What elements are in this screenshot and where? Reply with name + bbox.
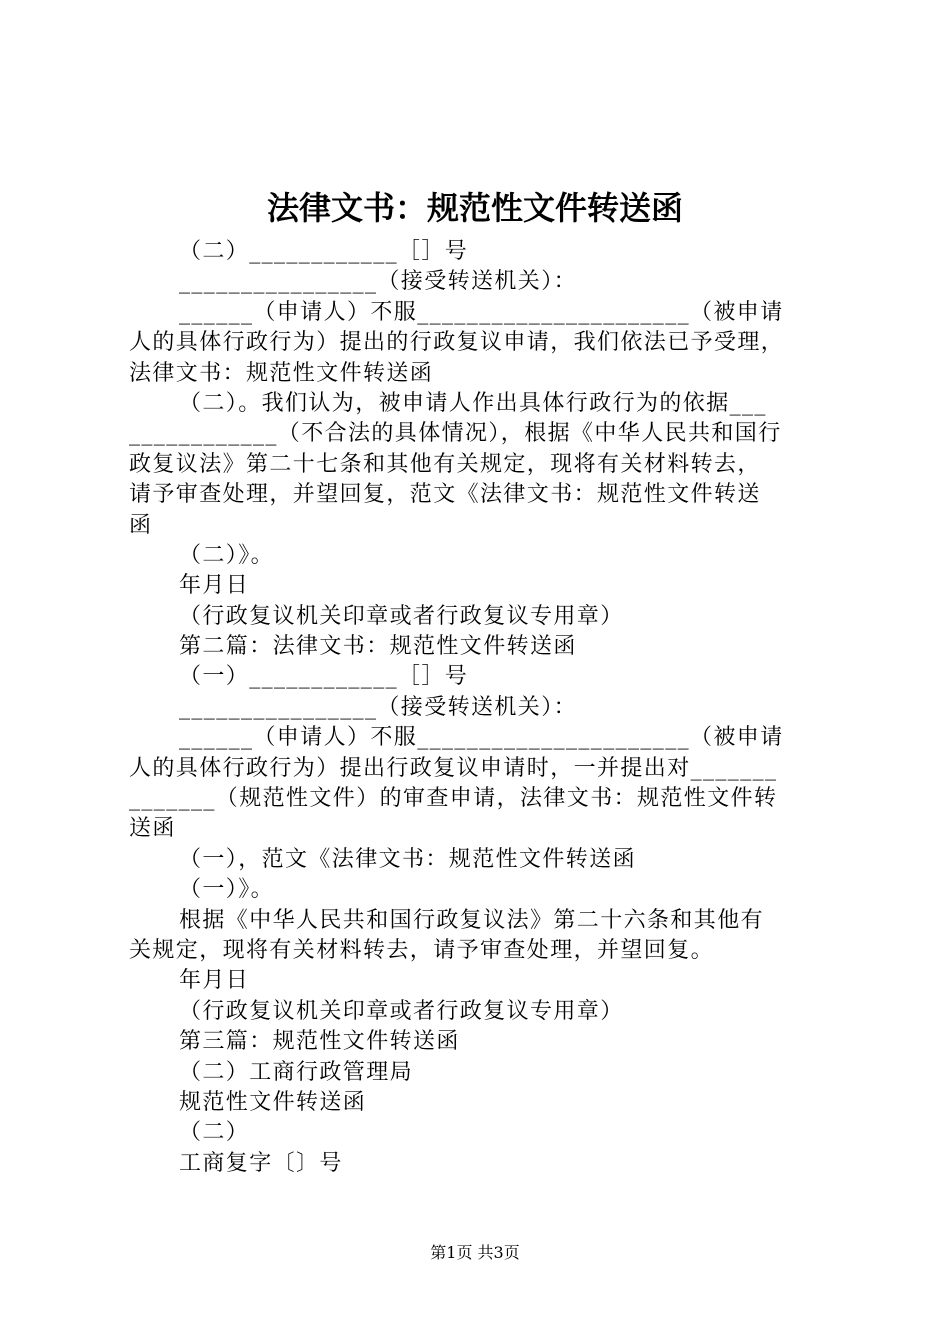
text-line: 工商复字〔〕号 [179, 1150, 343, 1176]
document-body [129, 237, 834, 1179]
text-line: 送函 [129, 816, 176, 842]
text-line: 关规定，现将有关材料转去，请予审查处理，并望回复。 [129, 937, 715, 963]
text-line: 人的具体行政行为）提出行政复议申请时，一并提出对_______ [129, 755, 778, 781]
text-line: 函 [129, 512, 153, 538]
text-line: （行政复议机关印章或者行政复议专用章） [179, 603, 624, 629]
text-line: 年月日 [179, 573, 250, 599]
text-line: （二）。我们认为，被申请人作出具体行政行为的依据___ [179, 390, 767, 416]
text-line: 根据《中华人民共和国行政复议法》第二十六条和其他有 [179, 907, 765, 933]
text-line: （行政复议机关印章或者行政复议专用章） [179, 998, 624, 1024]
text-line: ________________（接受转送机关）： [179, 694, 578, 720]
text-line: （一）》。 [179, 877, 275, 903]
document-title: 法律文书：规范性文件转送函 [266, 189, 683, 227]
text-line: （一），范文《法律文书：规范性文件转送函 [179, 846, 637, 872]
text-line: 第三篇：规范性文件转送函 [179, 1029, 460, 1055]
text-line: ______（申请人）不服______________________（被申请 [179, 725, 784, 751]
text-line: ______（申请人）不服______________________（被申请 [179, 299, 784, 325]
text-line: （二） [179, 1120, 250, 1146]
text-line: （二）工商行政管理局 [179, 1059, 414, 1085]
text-line: 规范性文件转送函 [179, 1089, 367, 1115]
page-footer: 第1页 共3页 [430, 1243, 520, 1262]
text-line: _______（规范性文件）的审查申请，法律文书：规范性文件转 [129, 786, 778, 812]
text-line: （二）》。 [179, 542, 275, 568]
text-line: （一）____________［］号 [179, 664, 469, 690]
text-line: 人的具体行政行为）提出的行政复议申请，我们依法已予受理， [129, 330, 785, 356]
text-line: 政复议法》第二十七条和其他有关规定，现将有关材料转去， [129, 451, 761, 477]
text-line: ____________（不合法的具体情况），根据《中华人民共和国行 [129, 421, 782, 447]
text-line: （二）____________［］号 [179, 239, 469, 264]
text-line: 年月日 [179, 968, 250, 994]
text-line: 第二篇：法律文书：规范性文件转送函 [179, 634, 577, 660]
text-line: 法律文书：规范性文件转送函 [129, 360, 434, 386]
text-line: 请予审查处理，并望回复，范文《法律文书：规范性文件转送 [129, 482, 761, 508]
text-line: ________________（接受转送机关）： [179, 269, 578, 295]
